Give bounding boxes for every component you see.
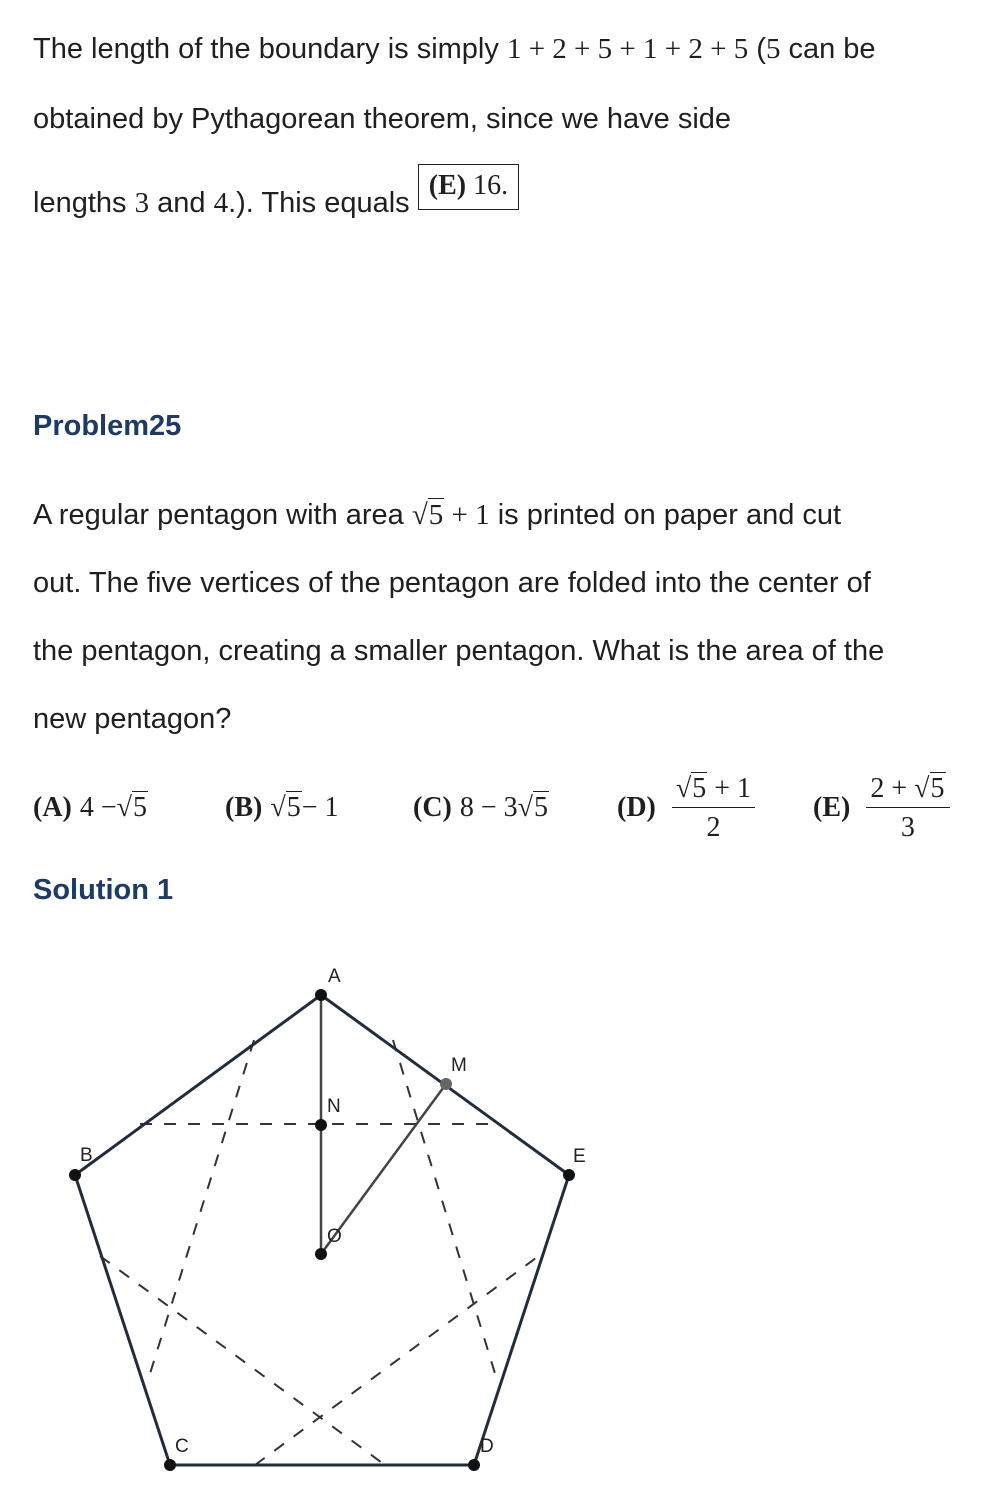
point-c: [164, 1459, 176, 1471]
problem-line-1: A regular pentagon with area √5 + 1 is printed on paper and cut: [33, 499, 842, 531]
boxed-answer: (E) 16.: [418, 164, 519, 210]
label-o: O: [327, 1226, 342, 1247]
problem-line-2: out. The five vertices of the pentagon are folded into the center of: [33, 567, 871, 599]
label-m: M: [451, 1055, 467, 1076]
choice-a: (A) 4 − √ 5: [33, 792, 148, 823]
choice-d: (D) $\frac{√5 + 1}{2}$: [617, 768, 755, 848]
label-n: N: [327, 1096, 341, 1117]
problem-line-4: new pentagon?: [33, 703, 232, 735]
fold-line-d: [255, 1255, 540, 1465]
problem-line-3: the pentagon, creating a smaller pentagon. What is the area of the: [33, 635, 885, 667]
point-d: [468, 1459, 480, 1471]
point-o: [315, 1248, 327, 1260]
choice-e: (E) $\frac{2 + √5}{3}$: [813, 768, 950, 848]
point-e: [563, 1169, 575, 1181]
choice-c: (C) 8 − 3 √ 5: [413, 792, 549, 823]
point-a: [315, 989, 327, 1001]
label-e: E: [573, 1146, 586, 1167]
intro-line-3: lengths 3 and 4.). This equals (E) 16.: [33, 182, 519, 228]
label-c: C: [175, 1436, 189, 1457]
point-n: [315, 1119, 327, 1131]
fraction-e: $\frac{2 + √5}{3}$: [866, 773, 949, 844]
choice-b: (B) √ 5 − 1: [225, 792, 339, 823]
fold-line-c: [100, 1256, 385, 1465]
pentagon-area-expression: √5 + 1: [411, 499, 490, 531]
intro-line-1: The length of the boundary is simply 1 + 2 + 5 + 1 + 2 + 5 (5 can be: [33, 33, 876, 65]
label-a: A: [328, 966, 341, 987]
problem-heading: Problem25: [33, 410, 182, 442]
fold-line-e: [393, 1040, 497, 1380]
label-b: B: [80, 1145, 93, 1166]
solution-heading: Solution 1: [33, 874, 174, 906]
label-d: D: [480, 1436, 494, 1457]
fraction-d: $\frac{√5 + 1}{2}$: [672, 773, 755, 844]
point-b: [69, 1169, 81, 1181]
boundary-sum: 1 + 2 + 5 + 1 + 2 + 5: [506, 33, 749, 65]
point-m: [440, 1078, 452, 1090]
intro-line-2: obtained by Pythagorean theorem, since we have side: [33, 103, 732, 135]
